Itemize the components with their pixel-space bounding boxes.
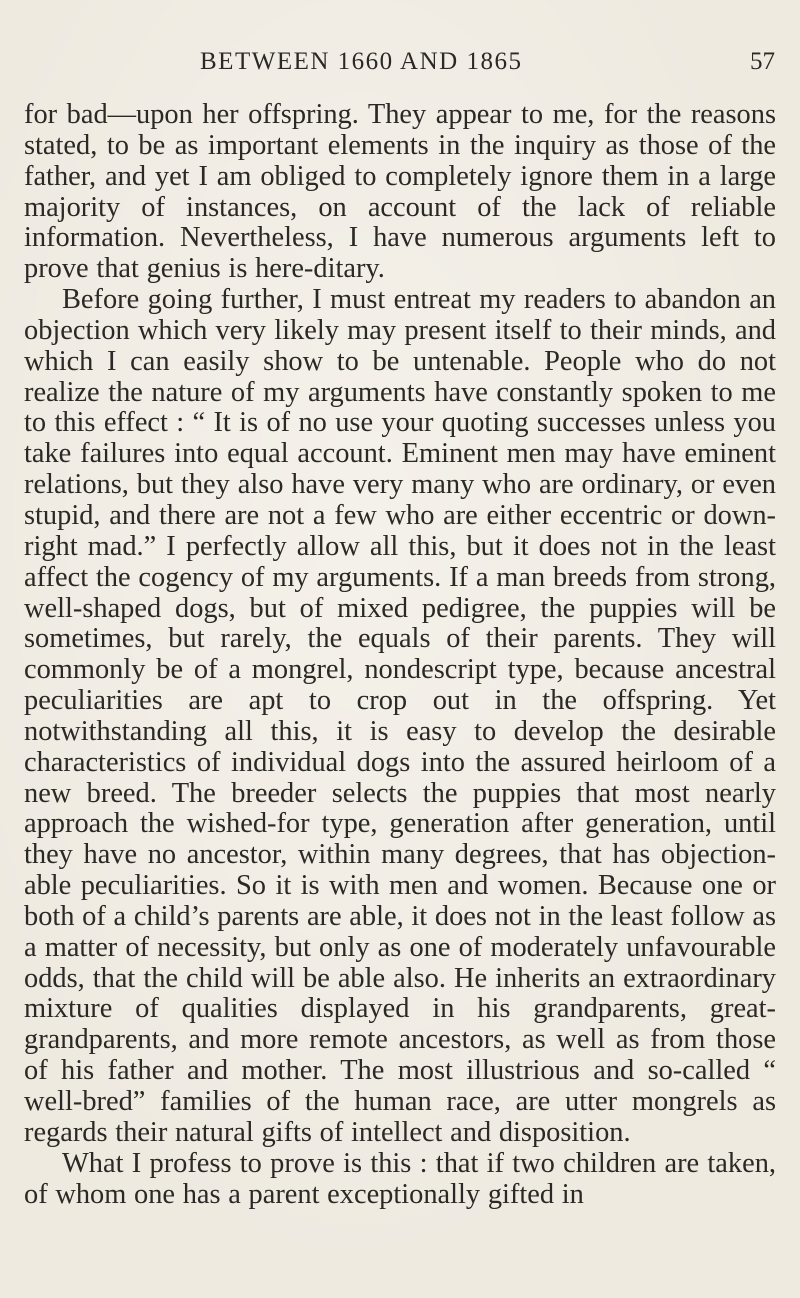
paragraph-2: Before going further, I must entreat my readers to abandon an objection which very likely may present itself to their minds, and which I can easily show to be untenable. People who do not realize the nature of my arguments have constantly spoken to me to this effect : “ It is of no use your quoting successes unless you take failures into equal account. Eminent men may have eminent relations, but they also have very many who are ordinary, or even stupid, and there are not a few who are either eccentric or down-right mad.” I perfectly allow all this, but it does not in the least affect the cogency of my arguments. If a man breeds from strong, well-shaped dogs, but of mixed pedigree, the puppies will be sometimes, but rarely, the equals of their parents. They will commonly be of a mongrel, nondescript type, because ancestral peculiarities are apt to crop out in the offspring. Yet notwithstanding all this, it is easy to develop the desirable characteristics of individual dogs into the assured heirloom of a new breed. The breeder selects the puppies that most nearly approach the wished-for type, generation after generation, until they have no ancestor, within many degrees, that has objection-able peculiarities. So it is with men and women. Because one or both of a child’s parents are able, it does not in the least follow as a matter of necessity, but only as one of moderately unfavourable odds, that the child will be able also. He inherits an extraordinary mixture of qualities displayed in his grandparents, great-grandparents, and more remote ancestors, as well as from those of his father and mother. The most illustrious and so-called “ well-bred” families of the human race, are utter mongrels as regards their natural gifts of intellect and disposition. <box>24 284 776 1148</box>
paragraph-3: What I profess to prove is this : that if two children are taken, of whom one has a parent exceptionally gifted in <box>24 1147 776 1210</box>
page-header <box>200 48 775 82</box>
paragraph-1: for bad—upon her offspring. They appear to me, for the reasons stated, to be as important elements in the inquiry as those of the father, and yet I am obliged to completely ignore them in a large majority of instances, on account of the lack of reliable information. Nevertheless, I have numerous arguments left to prove that genius is here-ditary. <box>24 99 776 285</box>
running-title: BETWEEN 1660 AND 1865 <box>200 48 523 75</box>
page-number: 57 <box>750 48 775 75</box>
body-text <box>24 100 776 1210</box>
